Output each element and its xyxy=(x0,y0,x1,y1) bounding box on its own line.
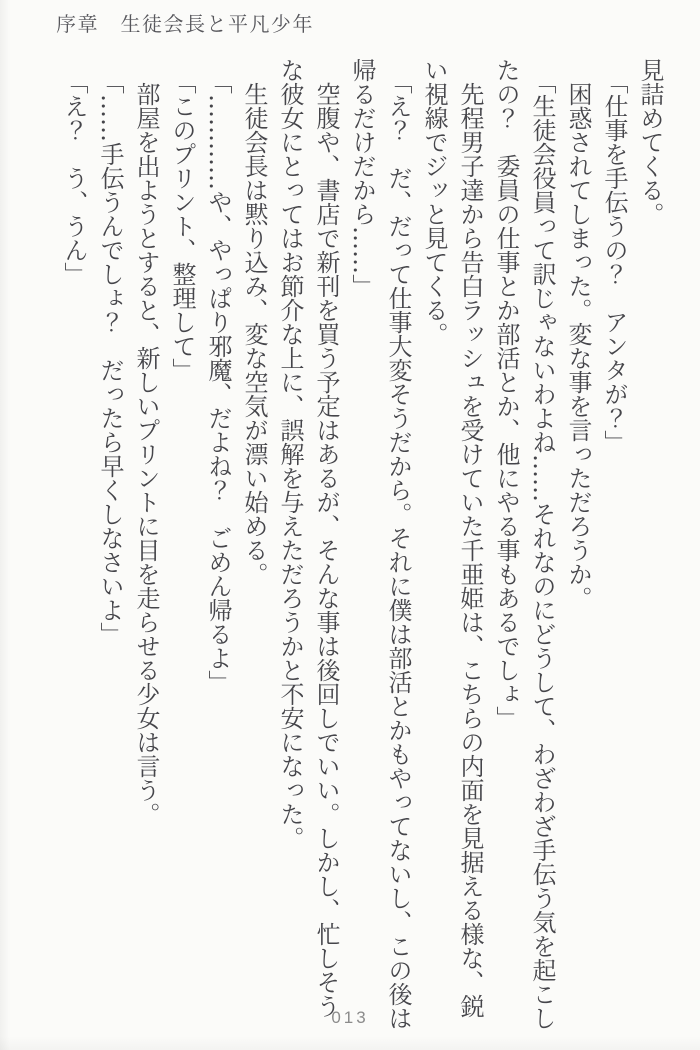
paragraph: 空腹や、書店で新刊を買う予定はあるが、そんな事は後回しでいい。しかし、忙しそうな彼女にとってはお節介な上に、誤解を与えただろうかと不安になった。 xyxy=(276,58,340,1018)
paragraph: 「え？ う、うん」 xyxy=(60,70,88,286)
paragraph: 見詰めてくる。 xyxy=(636,58,664,226)
paragraph: 「このプリント、整理して」 xyxy=(168,70,196,382)
paragraph: 先程男子達から告白ラッシュを受けていた千亜姫は、こちらの内面を見据える様な、鋭い視線でジッと見てくる。 xyxy=(420,58,484,1018)
paragraph: 「え？ だ、だって仕事大変そうだから。それに僕は部活とかもやってないし、この後は帰るだけだから……」 xyxy=(348,58,412,1030)
paragraph: 「生徒会役員って訳じゃないわよね……それなのにどうして、わざわざ手伝う気を起こしたの？ 委員の仕事とか部活とか、他にやる事もあるでしょ」 xyxy=(492,58,556,1030)
text-block xyxy=(56,58,668,1033)
paragraph: 部屋を出ようとすると、新しいプリントに目を走らせる少女は言う。 xyxy=(132,82,160,826)
paragraph: 困惑されてしまった。変な事を言っただろうか。 xyxy=(564,82,592,610)
paragraph: 「仕事を手伝うの？ アンタが？」 xyxy=(600,70,628,454)
paragraph: 「……手伝うんでしょ？ だったら早くしなさいよ」 xyxy=(96,70,124,646)
page-number: 013 xyxy=(331,1008,369,1027)
chapter-header: 序章 生徒会長と平凡少年 xyxy=(56,12,314,36)
paragraph: 「…………や、やっぱり邪魔、だよね？ ごめん帰るよ」 xyxy=(204,70,232,694)
paragraph: 生徒会長は黙り込み、変な空気が漂い始める。 xyxy=(240,82,268,586)
